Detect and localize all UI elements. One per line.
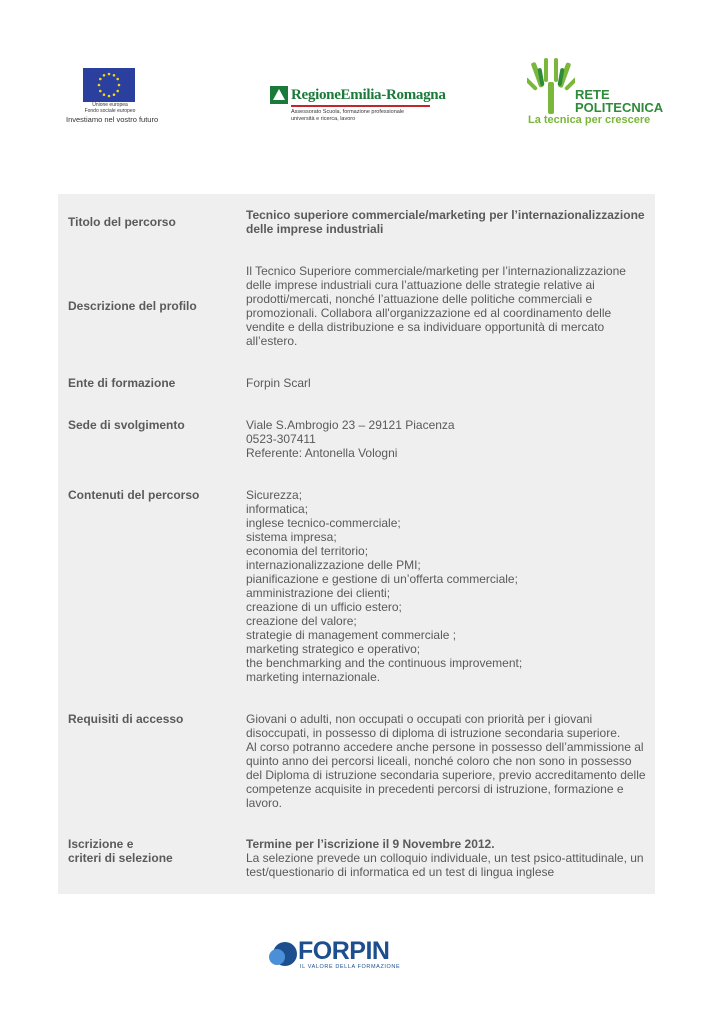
list-item: marketing internazionale.: [246, 670, 381, 684]
iscrizione-deadline: Termine per l’iscrizione il 9 Novembre 2012.: [246, 837, 495, 851]
value-sede: [246, 418, 655, 460]
value-ente: Forpin Scarl: [246, 376, 311, 390]
sede-line-1: Viale S.Ambrogio 23 – 29121 Piacenza: [246, 418, 455, 432]
label-titolo: Titolo del percorso: [68, 215, 176, 229]
iscrizione-line-3: test/questionario di informatica ed un test di lingua inglese: [246, 865, 555, 879]
forpin-logo: [268, 937, 408, 977]
regione-sub-1: Assessorato Scuola, formazione professionale: [291, 109, 405, 115]
sede-line-2: 0523-307411: [246, 432, 316, 446]
list-item: sistema impresa;: [246, 530, 337, 544]
requisiti-line-2: disoccupati, in possesso di diploma di istruzione secondaria superiore.: [246, 726, 621, 740]
requisiti-line-7: lavoro.: [246, 796, 283, 810]
label-sede: Sede di svolgimento: [68, 418, 185, 432]
regione-sub-2: università e ricerca, lavoro: [291, 116, 356, 122]
list-item: creazione del valore;: [246, 614, 357, 628]
rete-line-1: RETE: [575, 87, 610, 102]
descrizione-line-2: delle imprese industriali cura l’attuazione delle strategie relative ai: [246, 278, 595, 292]
label-contenuti: Contenuti del percorso: [68, 488, 200, 502]
value-iscrizione: [246, 837, 655, 879]
course-info-table: [58, 194, 655, 894]
requisiti-line-6: competenze acquisite in precedenti percorsi di istruzione, formazione e: [246, 782, 624, 796]
descrizione-line-4: promozionali. Collabora all'organizzazione ed al coordinamento delle: [246, 306, 612, 320]
eu-label-1: Unione europea: [92, 102, 128, 108]
descrizione-line-1: Il Tecnico Superiore commerciale/marketing per l’internazionalizzazione: [246, 264, 626, 278]
descrizione-line-3: prodotti/mercati, nonché l’attuazione delle politiche commerciali e: [246, 292, 593, 306]
titolo-line-2: delle imprese industriali: [246, 222, 384, 236]
eu-tagline: Investiamo nel vostro futuro: [66, 115, 159, 124]
requisiti-line-1: Giovani o adulti, non occupati o occupati con priorità per i giovani: [246, 712, 593, 726]
value-descrizione: [246, 264, 655, 348]
list-item: creazione di un ufficio estero;: [246, 600, 402, 614]
eu-label-2: Fondo sociale europeo: [84, 108, 136, 114]
regione-emilia-romagna-logo: [270, 86, 446, 123]
list-item: amministrazione dei clienti;: [246, 586, 391, 600]
requisiti-line-3: Al corso potranno accedere anche persone in possesso dell’ammissione al: [246, 740, 644, 754]
titolo-line-1: Tecnico superiore commerciale/marketing per l’internazionalizzazione: [246, 208, 645, 222]
iscrizione-line-2: La selezione prevede un colloquio individuale, un test psico-attitudinale, un: [246, 851, 644, 865]
regione-title: RegioneEmilia-Romagna: [291, 86, 446, 103]
value-contenuti: [246, 488, 655, 684]
label-descrizione: Descrizione del profilo: [68, 299, 197, 313]
label-ente: Ente di formazione: [68, 376, 176, 390]
descrizione-line-6: all’estero.: [246, 334, 298, 348]
list-item: pianificazione e gestione di un’offerta commerciale;: [246, 572, 518, 586]
rete-tagline: La tecnica per crescere: [528, 114, 651, 126]
forpin-mark-icon: [268, 940, 298, 970]
label-requisiti: Requisiti di accesso: [68, 712, 184, 726]
list-item: strategie di management commerciale ;: [246, 628, 457, 642]
list-item: informatica;: [246, 502, 309, 516]
requisiti-line-5: del Diploma di istruzione secondaria superiore, previo accreditamento delle: [246, 768, 646, 782]
list-item: Sicurezza;: [246, 488, 303, 502]
descrizione-line-5: vendite e della distribuzione e sa individuare opportunità di mercato: [246, 320, 605, 334]
iscrizione-label-2: criteri di selezione: [68, 851, 173, 865]
label-iscrizione: [68, 837, 173, 865]
eu-logo: [66, 68, 159, 124]
iscrizione-label-1: Iscrizione e: [68, 837, 134, 851]
list-item: internazionalizzazione delle PMI;: [246, 558, 421, 572]
list-item: economia del territorio;: [246, 544, 369, 558]
rete-politecnica-logo: [527, 58, 662, 128]
eu-flag-icon: [83, 68, 135, 102]
value-titolo: [246, 208, 655, 236]
forpin-tagline: IL VALORE DELLA FORMAZIONE: [300, 964, 401, 970]
list-item: marketing strategico e operativo;: [246, 642, 421, 656]
rete-line-2: POLITECNICA: [575, 100, 664, 115]
requisiti-line-4: quinto anno dei percorsi liceali, nonché coloro che non sono in possesso: [246, 754, 632, 768]
regione-mark-icon: [270, 86, 288, 104]
regione-divider: [291, 105, 430, 107]
sede-line-3: Referente: Antonella Vologni: [246, 446, 398, 460]
list-item: the benchmarking and the continuous improvement;: [246, 656, 523, 670]
value-requisiti: [246, 712, 655, 810]
list-item: inglese tecnico-commerciale;: [246, 516, 401, 530]
forpin-wordmark: FORPIN: [298, 937, 390, 965]
tree-icon: [527, 58, 575, 114]
